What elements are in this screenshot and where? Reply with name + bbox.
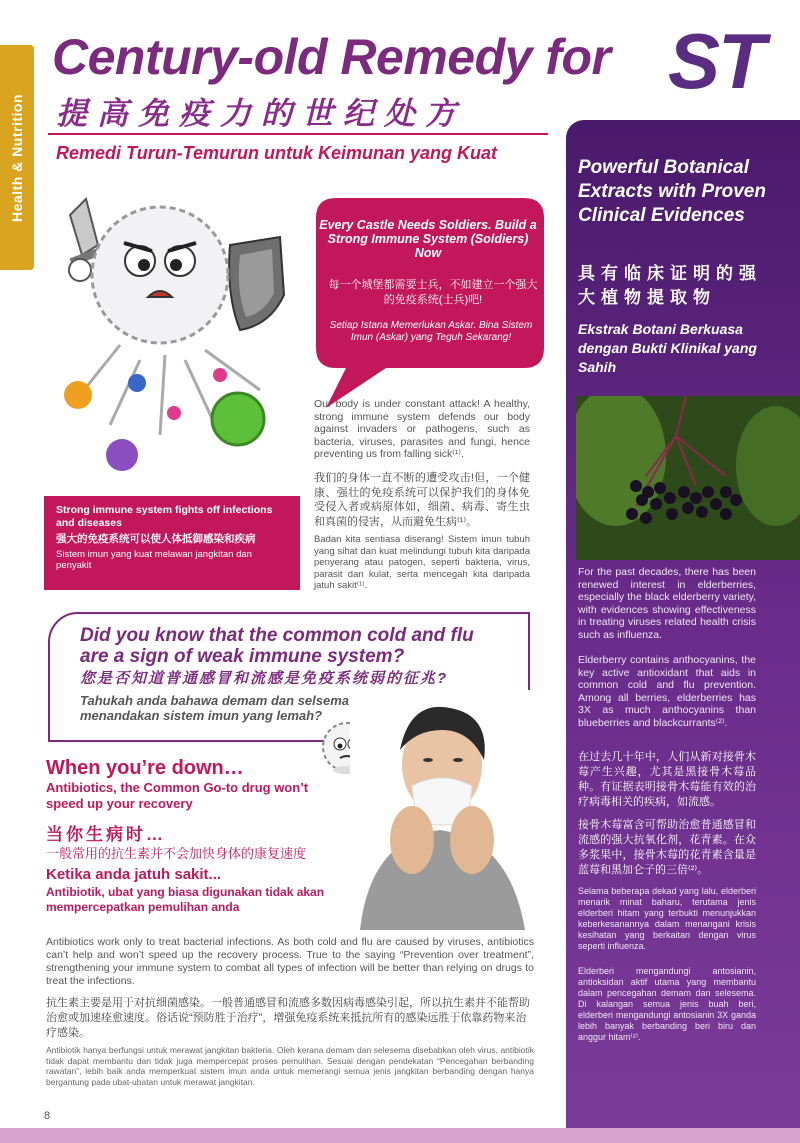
title-divider xyxy=(48,133,548,135)
page-title: Century-old Remedy for xyxy=(52,29,611,85)
elderberry-text-en-1: For the past decades, there has been renewed interest in elderberries, especially the black elderberry variety, with evidences showing effectiveness in treating viruses related health crisis such as influenza. xyxy=(578,566,756,641)
elderberry-text-ms-1: Selama beberapa dekad yang lalu, elderberi menarik minat baharu, terutama jenis elderberi hitam yang terbukti menunjukkan keberkesanannya dalam menangani krisis kesihatan yang berkaitan dengan virus seperti influenza. xyxy=(578,886,756,951)
bubble-text-ms: Setiap Istana Memerlukan Askar. Bina Sistem Imun (Askar) yang Teguh Sekarang! xyxy=(329,320,533,343)
bubble-text-cn: 每一个城堡都需要士兵，不如建立一个强大的免疫系统(士兵)吧! xyxy=(328,279,538,306)
callout-text-cn: 强大的免疫系统可以使人体抵御感染和疾病 xyxy=(56,533,256,545)
elderberry-text-en-2: Elderberry contains anthocyanins, the key active antioxidant that aids in common cold and flu prevention. Among all berries, elderberries has 3X as much anthocyanins than blueberries and blackcurrants⁽²⁾. xyxy=(578,654,756,729)
page-number: 8 xyxy=(44,1110,51,1122)
sidebar-heading-cn: 具有临床证明的强大植物提取物 xyxy=(578,264,762,307)
intro-text-cn: 我们的身体一直不断的遭受攻击!但，一个健康、强壮的免疫系统可以保护我们的身体免受侵入者或病原体如，细菌、病毒、寄生虫和真菌的侵害，从而避免生病⁽¹⁾。 xyxy=(314,472,530,528)
sidebar-heading-ms: Ekstrak Botani Berkuasa dengan Bukti Klinikal yang Sahih xyxy=(578,321,757,375)
section-tab xyxy=(0,45,34,270)
shield-icon xyxy=(229,237,284,330)
when-down-heading-cn: 当你生病时… xyxy=(46,825,166,844)
antibiotics-text-cn: 抗生素主要是用于对抗细菌感染。一般普通感冒和流感多数因病毒感染引起，所以抗生素并不能帮助治愈或加速痊愈速度。俗话说“预防胜于治疗”，增强免疫系统来抵抗所有的感染远胜于依靠药物来治疗感染。 xyxy=(46,997,530,1039)
when-down-sub-ms: Antibiotik, ubat yang biasa digunakan tidak akan mempercepatkan pemulihan anda xyxy=(46,885,325,914)
when-down-heading-en: When you’re down… xyxy=(46,757,244,779)
exclamation-icon: ! xyxy=(534,238,544,269)
white-blood-cell-icon xyxy=(92,207,228,343)
when-down-sub-cn: 一般常用的抗生素并不会加快身体的康复速度 xyxy=(46,846,307,861)
intro-text-en: Our body is under constant attack! A healthy, strong immune system defends our body against invaders or pathogens, such as bacteria, viruses, parasites and fungi, hence preventing us from falling sick⁽¹⁾. xyxy=(314,398,530,460)
when-down-sub-en: Antibiotics, the Common Go-to drug won’t speed up your recovery xyxy=(46,780,309,811)
immune-callout-box xyxy=(44,496,300,590)
when-down-heading-ms: Ketika anda jatuh sakit... xyxy=(46,866,222,883)
callout-text-en: Strong immune system fights off infections and diseases xyxy=(56,504,273,529)
elderberry-text-cn-1: 在过去几十年中，人们从新对接骨木莓产生兴趣，尤其是黑接骨木莓品种。有证据表明接骨木莓能有效的治疗病毒相关的疾病，如流感。 xyxy=(578,751,756,808)
did-you-know-cn: 您是否知道普通感冒和流感是免疫系统弱的征兆? xyxy=(80,670,449,687)
intro-text-ms: Badan kita sentiasa diserang! Sistem imun tubuh yang sihat dan kuat melindungi tubuh kita daripada penyerang atau patogen, seperti bakteria, virus, parasit dan kulat, serta mencegah kita daripada jatuh sakit⁽¹⁾. xyxy=(314,534,530,591)
elderberry-photo xyxy=(576,396,800,560)
sneezing-man-photo xyxy=(350,690,530,930)
bubble-text-en: Every Castle Needs Soldiers. Build a Strong Immune System (Soldiers) Now xyxy=(319,218,537,260)
did-you-know-ms: Tahukah anda bahawa demam dan selsema menandakan sistem imun yang lemah? xyxy=(80,693,350,723)
page-title-chinese: 提高免疫力的世纪处方 xyxy=(56,96,466,131)
antibiotics-text-en: Antibiotics work only to treat bacterial infections. As both cold and flu are caused by viruses, antibiotics can’t help and won’t speed up the recovery process. True to the saying “Prevention over treatment”, strengthening your immune system to combat all types of infection will be better than relying on drugs to treat the infections. xyxy=(46,936,534,987)
page-title-overflow: ST xyxy=(668,17,764,105)
footer-bar xyxy=(0,1128,800,1143)
antibiotics-text-ms: Antibiotik hanya berfungsi untuk merawat jangkitan bakteria. Oleh kerana demam dan selesema disebabkan oleh virus, antibiotik tidak dapat membantu dan tidak juga mempercepat proses pemulihan. Sesuai dengan pendekatan “Pencegahan berbanding rawatan”, lebih baik anda memperkuat sistem imun anda untuk memerangi semua jenis jangkitan berbanding dengan hanya bergantung pada ubat-ubatan untuk merawat jangkitan. xyxy=(46,1045,534,1087)
callout-text-ms: Sistem imun yang kuat melawan jangkitan dan penyakit xyxy=(56,549,252,571)
sidebar-heading-en: Powerful Botanical Extracts with Proven Clinical Evidences xyxy=(578,157,766,226)
elderberry-text-cn-2: 接骨木莓富含可帮助治愈普通感冒和流感的强大抗氧化剂，花青素。在众多浆果中，接骨木莓的花青素含量是蓝莓和黑加仑子的三倍⁽²⁾。 xyxy=(578,819,756,876)
speech-bubble xyxy=(306,198,554,410)
immune-cell-soldier-illustration xyxy=(40,185,330,485)
elderberry-text-ms-2: Elderberi mengandungi antosianin, antioksidan aktif utama yang membantu dalam pencegahan demam dan selesema. Di kalangan semua jenis buah beri, elderberi mengandungi antosianin 3X ganda lebih banyak berbanding beri biru dan anggur hitam⁽²⁾. xyxy=(578,966,756,1042)
page-subtitle-malay: Remedi Turun-Temurun untuk Keimunan yang Kuat xyxy=(56,143,498,163)
did-you-know-en: Did you know that the common cold and flu are a sign of weak immune system? xyxy=(80,625,474,667)
section-tab-label: Health & Nutrition xyxy=(9,93,25,222)
